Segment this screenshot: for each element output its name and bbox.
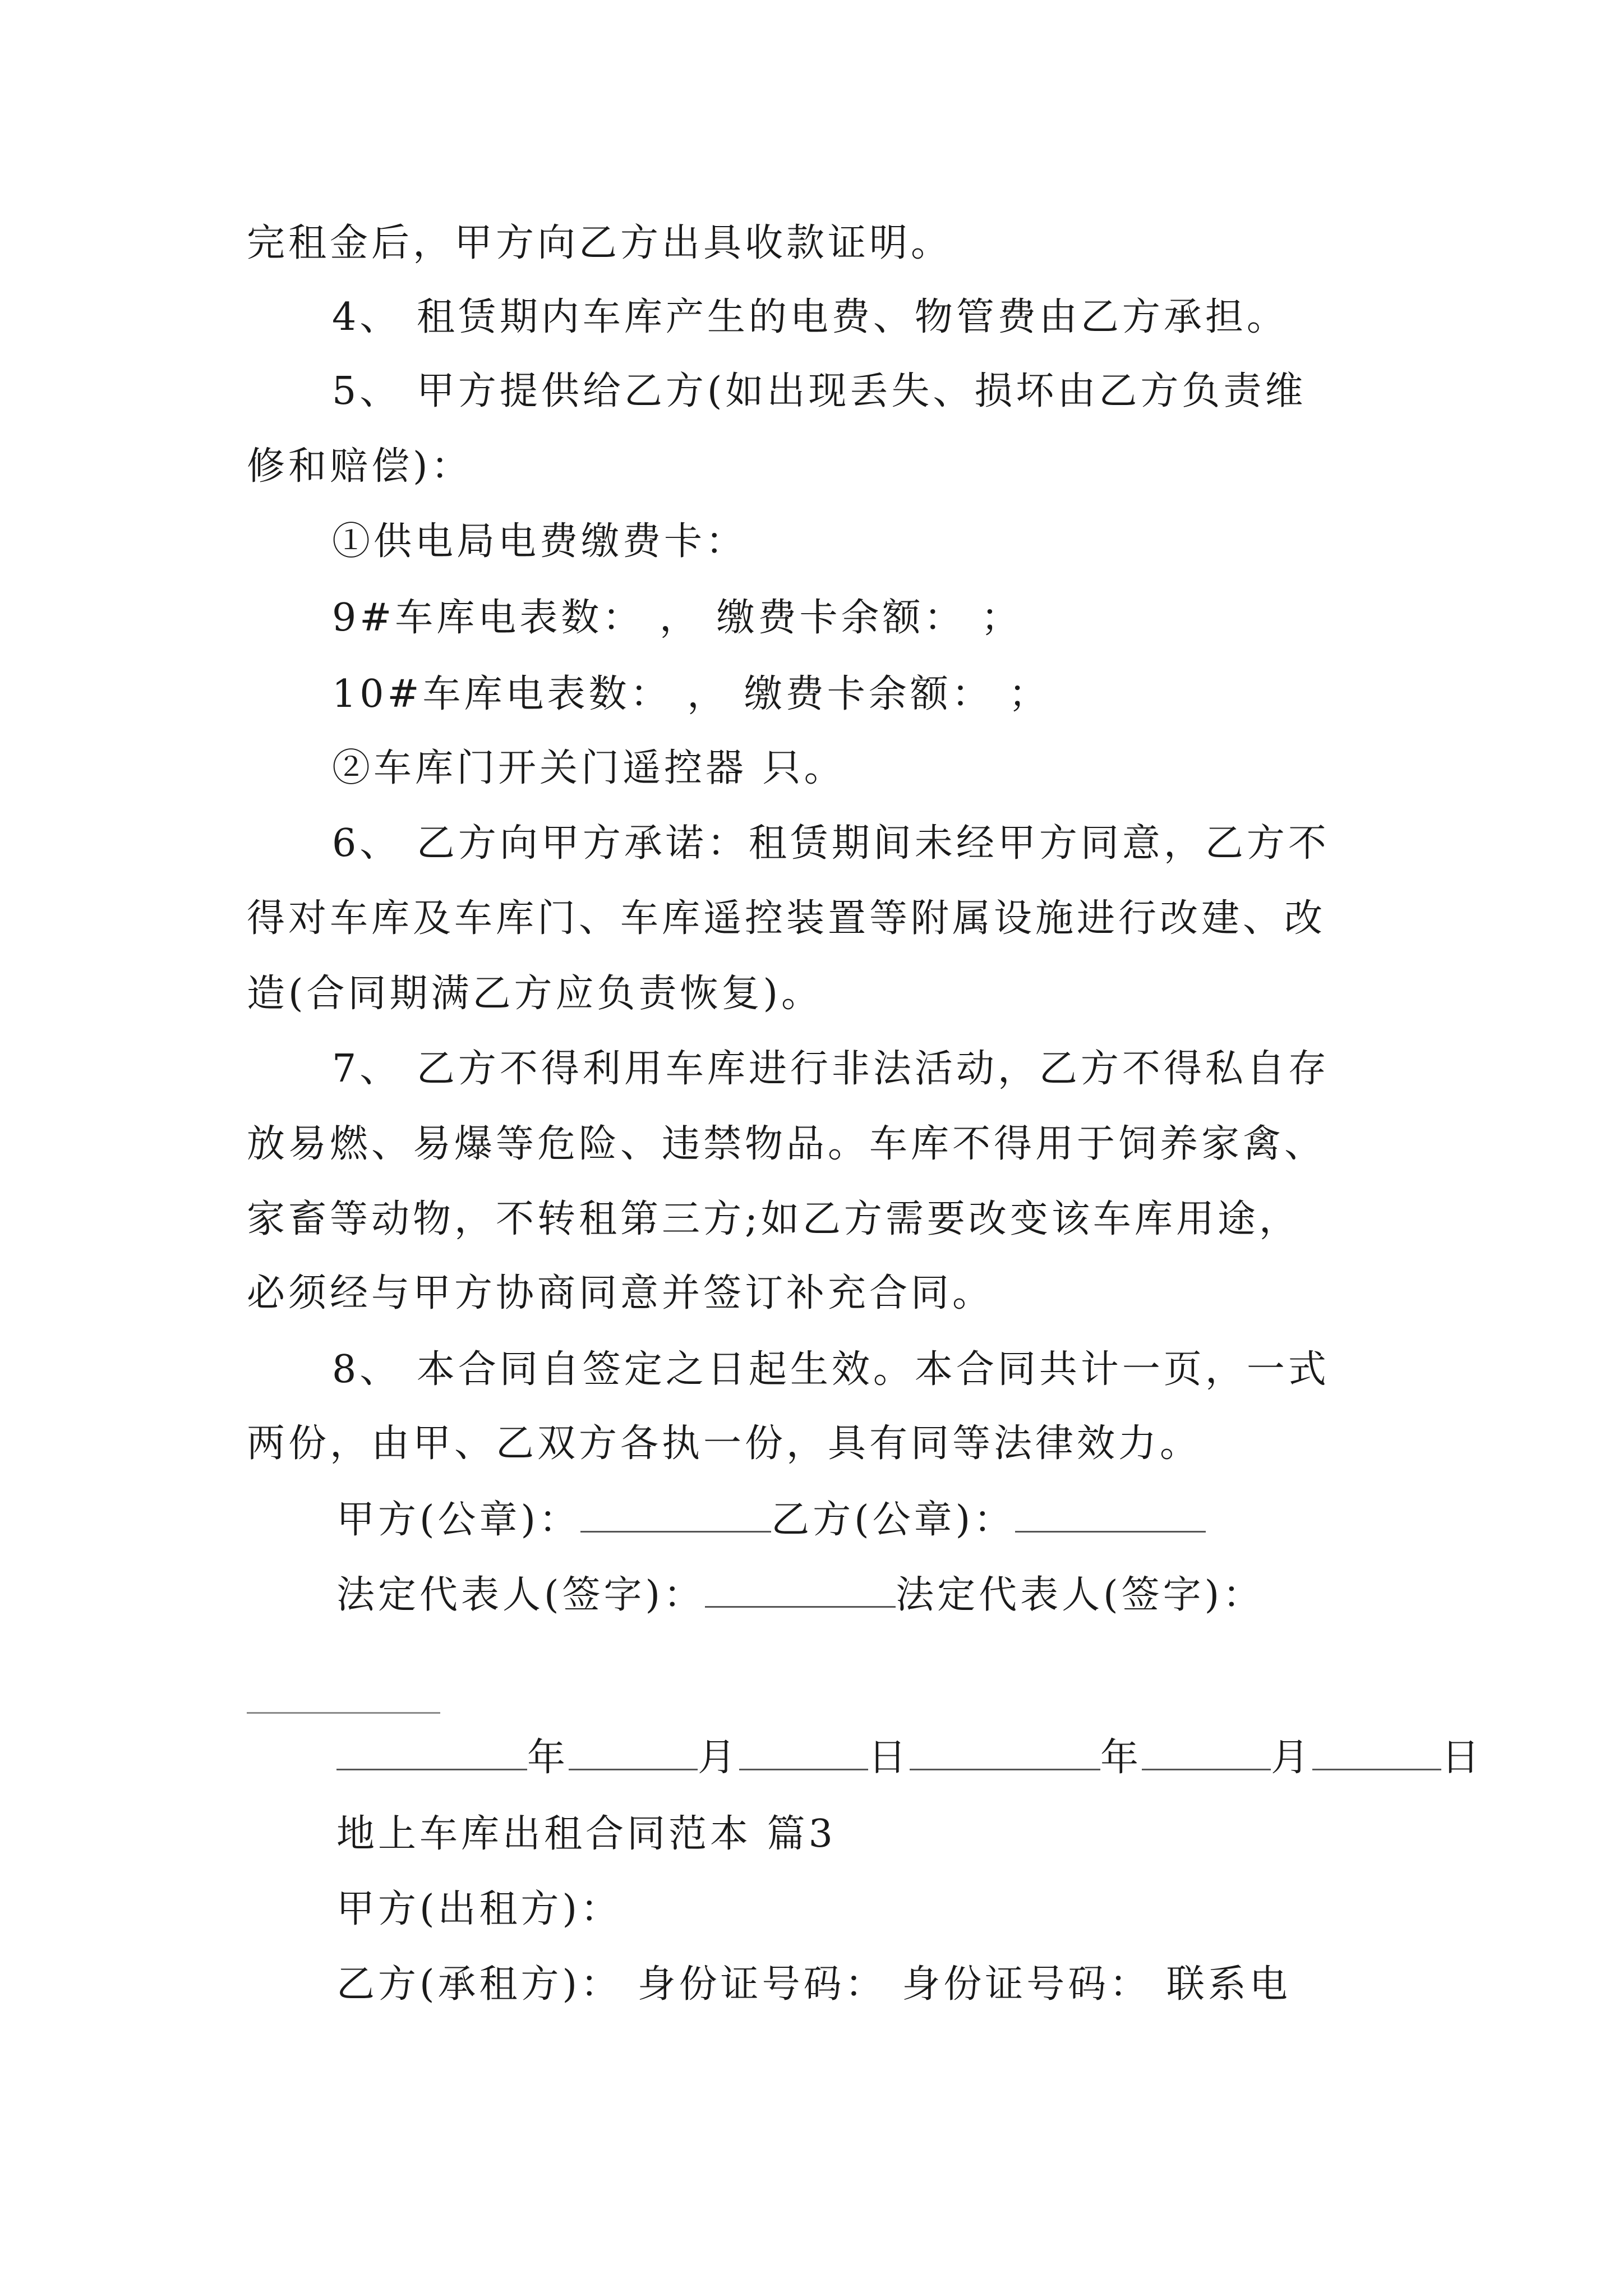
rep-a-label: 法定代表人(签字)： (336, 1573, 706, 1617)
meter-10: 10#车库电表数： ， 缴费卡余额： ； (332, 672, 1050, 716)
year-blank (336, 1734, 527, 1770)
paragraph-line: 造(合同期满乙方应负责恢复)。 (247, 972, 823, 1016)
rep-line (336, 1568, 1264, 1622)
section-title: 地上车库出租合同范本 篇3 (336, 1812, 836, 1856)
clause-8: 8、 本合同自签定之日起生效。本合同共计一页，一式 (332, 1347, 1330, 1392)
party-b-seal-blank (1015, 1496, 1206, 1533)
item-2: ②车库门开关门遥控器 只。 (332, 746, 846, 790)
party-b-seal-label: 乙方(公章)： (771, 1498, 1016, 1542)
day-blank (739, 1734, 868, 1770)
day-blank (1312, 1734, 1441, 1770)
party-a-seal-label: 甲方(公章)： (336, 1498, 581, 1542)
day-label: 日 (1441, 1736, 1483, 1780)
rep-b-blank (247, 1712, 440, 1714)
paragraph-line: 修和赔偿)： (247, 444, 473, 489)
meter-9: 9#车库电表数： ， 缴费卡余额： ； (332, 596, 1023, 640)
clause-5: 5、 甲方提供给乙方(如出现丢失、损坏由乙方负责维 (332, 369, 1307, 413)
paragraph-line: 完租金后，甲方向乙方出具收款证明。 (247, 221, 953, 265)
party-a-seal-blank (580, 1496, 771, 1533)
year-label: 年 (1100, 1736, 1142, 1780)
paragraph-line: 必须经与甲方协商同意并签订补充合同。 (247, 1271, 994, 1315)
lessee-line: 乙方(承租方)： 身份证号码： 身份证号码： 联系电 (336, 1962, 1291, 2007)
month-blank (1142, 1734, 1271, 1770)
clause-4: 4、 租赁期内车库产生的电费、物管费由乙方承担。 (332, 295, 1288, 339)
clause-7: 7、 乙方不得利用车库进行非法活动，乙方不得私自存 (332, 1047, 1330, 1091)
month-label: 月 (1271, 1736, 1313, 1780)
seal-line (336, 1493, 1206, 1547)
item-1: ①供电局电费缴费卡： (332, 519, 748, 564)
rep-b-label: 法定代表人(签字)： (896, 1573, 1265, 1617)
paragraph-line: 放易燃、易爆等危险、违禁物品。车库不得用于饲养家禽、 (247, 1122, 1326, 1166)
day-label: 日 (868, 1736, 910, 1780)
month-label: 月 (698, 1736, 740, 1780)
lessor-line: 甲方(出租方)： (336, 1887, 623, 1931)
month-blank (569, 1734, 698, 1770)
paragraph-line: 家畜等动物，不转租第三方;如乙方需要改变该车库用途， (247, 1197, 1301, 1241)
paragraph-line: 两份，由甲、乙双方各执一份，具有同等法律效力。 (247, 1421, 1202, 1466)
paragraph-line: 得对车库及车库门、车库遥控装置等附属设施进行改建、改 (247, 896, 1326, 941)
rep-a-blank (705, 1571, 896, 1608)
date-line (336, 1731, 1483, 1785)
clause-6: 6、 乙方向甲方承诺：租赁期间未经甲方同意，乙方不 (332, 821, 1330, 866)
year-blank (910, 1734, 1100, 1770)
year-label: 年 (527, 1736, 569, 1780)
